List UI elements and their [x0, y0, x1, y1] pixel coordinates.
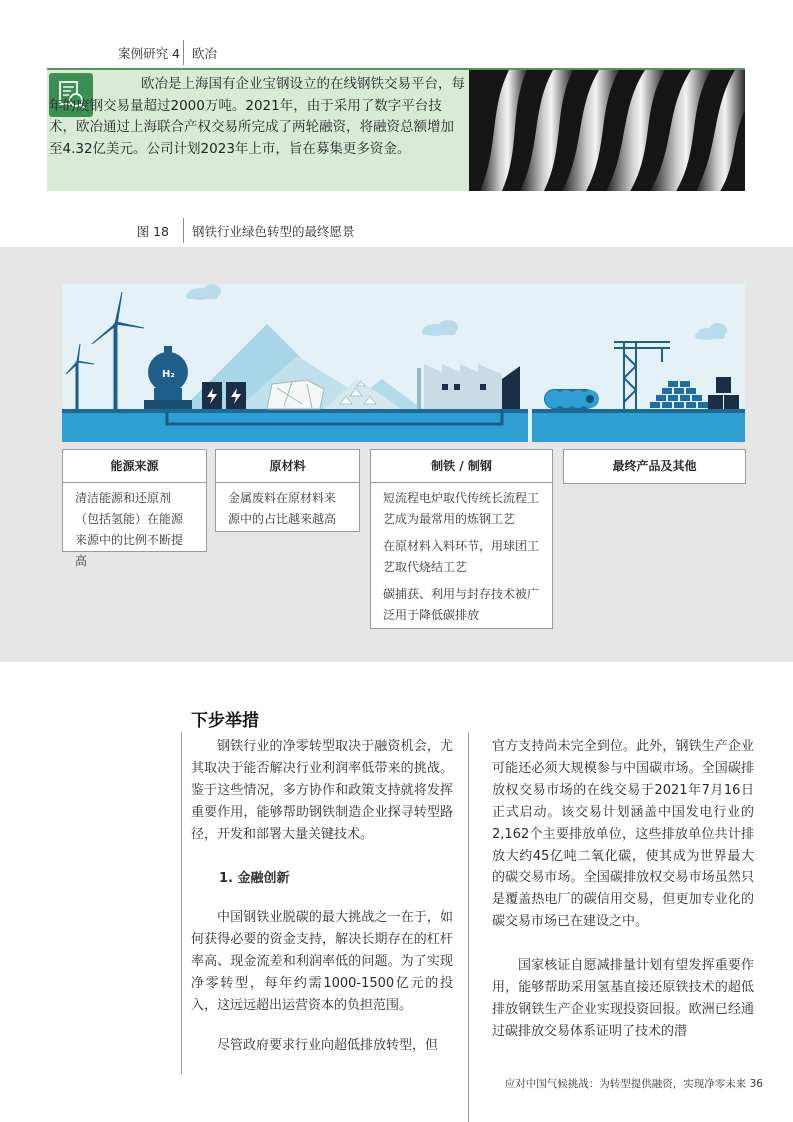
energy-source-box	[62, 449, 207, 568]
final-products-box	[563, 449, 746, 484]
energy-source-title: 能源来源	[63, 450, 206, 483]
energy-source-item: 清洁能源和还原剂（包括氢能）在能源来源中的比例不断提高	[75, 491, 184, 568]
case-study-label: 案例研究 4	[118, 46, 180, 61]
iron-steel-making-title: 制铁 / 制钢	[371, 450, 552, 483]
paragraph: 尽管政府要求行业向超低排放转型，但	[217, 1037, 439, 1053]
section-title: 下步举措	[191, 711, 259, 731]
case-study-text: 欧冶是上海国有企业宝钢设立的在线钢铁交易平台，每年的废钢交易量超过2000万吨。2021年，由于采用了数字平台技术，欧冶通过上海联合产权交易所完成了两轮融资，将融资总额增加至4.32亿美元。公司计划2023年上市，旨在募集更多资金。	[49, 76, 465, 157]
raw-materials-body	[216, 483, 359, 530]
case-study-name: 欧冶	[192, 46, 218, 61]
figure-panel	[0, 247, 793, 662]
iron-steel-making-box	[370, 449, 553, 629]
figure-label	[0, 222, 793, 242]
paragraph: 钢铁行业的净零转型取决于融资机会，尤其取决于能否解决行业利润率低带来的挑战。鉴于这些情况，多方协作和政策支持就将发挥重要作用，能够帮助钢铁制造企业探寻转型路径，开发和部署大量关键技术。	[191, 739, 453, 842]
right-column	[492, 736, 754, 1043]
raw-materials-title: 原材料	[216, 450, 359, 483]
final-products-title: 最终产品及其他	[612, 459, 697, 473]
page-footer	[505, 1076, 763, 1091]
column-divider-left	[181, 732, 182, 1074]
footer-text: 应对中国气候挑战：为转型提供融资，实现净零未来	[504, 1078, 747, 1090]
figure-title: 钢铁行业绿色转型的最终愿景	[192, 224, 355, 239]
case-study-header	[0, 44, 793, 64]
page-number: 36	[749, 1078, 763, 1090]
paragraph: 中国钢铁业脱碳的最大挑战之一在于，如何获得必要的资金支持，解决长期存在的杠杆率高、现金流差和利润率低的问题。为了实现净零转型，每年约需1000-1500亿元的投入，这远远超出运营资本的负担范围。	[191, 910, 453, 1014]
paragraph: 官方支持尚未完全到位。此外，钢铁生产企业可能还必须大规模参与中国碳市场。全国碳排放权交易市场的在线交易于2021年7月16日正式启动。该交易计划涵盖中国发电行业的2,162个主要排放单位，这些排放单位共计排放大约45亿吨二氧化碳，使其成为世界最大的碳交易市场。全国碳排放权交易市场虽然只是覆盖热电厂的碳信用交易，但更加专业化的碳交易市场已在建设之中。	[492, 739, 754, 930]
iron-steel-making-item: 短流程电炉取代传统长流程工艺成为最常用的炼钢工艺	[383, 491, 540, 526]
subheading-financial-innovation: 1. 金融创新	[219, 870, 290, 886]
abstract-metal-photo	[469, 68, 745, 191]
raw-materials-item: 金属废料在原材料来源中的占比越来越高	[228, 491, 337, 526]
iron-steel-making-item: 碳捕获、利用与封存技术被广泛用于降低碳排放	[383, 587, 540, 622]
figure-number: 图 18	[136, 224, 169, 239]
figure-divider	[183, 218, 184, 243]
iron-steel-making-item: 在原材料入料环节，用球团工艺取代烧结工艺	[383, 539, 540, 574]
raw-materials-box	[215, 449, 360, 532]
h2-label: H₂	[162, 369, 175, 380]
green-steel-illustration	[62, 284, 745, 442]
column-divider-right	[468, 732, 469, 1122]
left-column	[191, 736, 453, 1057]
energy-source-body	[63, 483, 206, 572]
header-divider	[183, 40, 184, 65]
case-study-box	[47, 68, 469, 191]
iron-steel-making-body	[371, 483, 552, 626]
paragraph: 国家核证自愿减排量计划有望发挥重要作用，能够帮助采用氢基直接还原铁技术的超低排放钢铁生产企业实现投资回报。欧洲已经通过碳排放交易体系证明了技术的潜	[492, 958, 754, 1039]
